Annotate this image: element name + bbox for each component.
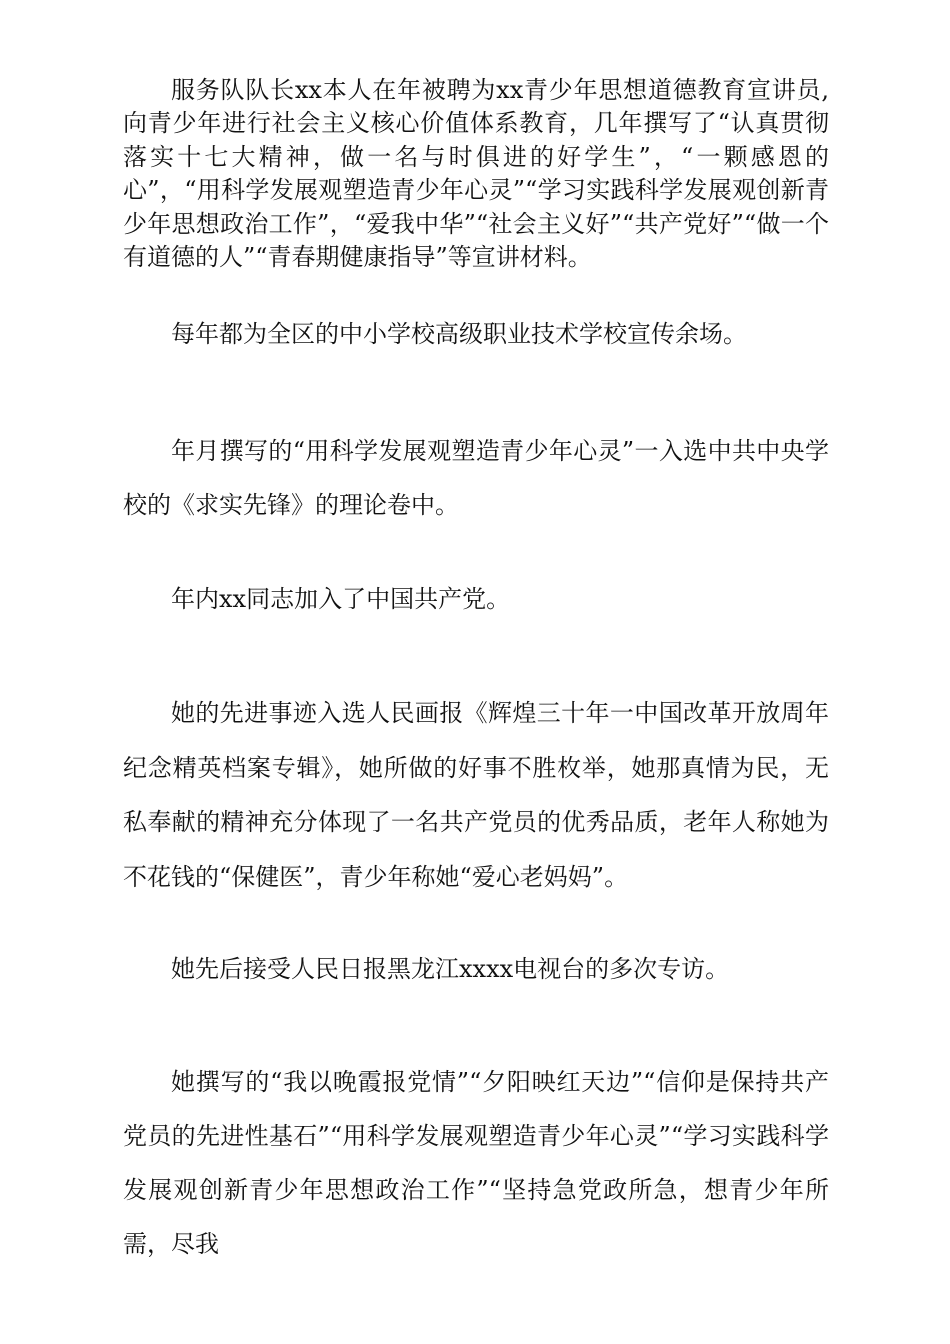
paragraph-interviews: 她先后接受人民日报黑龙江xxxx电视台的多次专访。	[171, 955, 730, 983]
paragraph-yearly-promotion: 每年都为全区的中小学校高级职业技术学校宣传余场。	[171, 320, 747, 348]
paragraph-writings: 她撰写的“我以晚霞报党情”“夕阳映红天边”“信仰是保持共产党员的先进性基石”“用科学发展观塑造青少年心灵”“学习实践科学发展观创新青少年思想政治工作”“坚持急党政所急，想青少年所需，尽我	[123, 1068, 829, 1258]
paragraph-selected-article: 年月撰写的“用科学发展观塑造青少年心灵”一入选中共中央学校的《求实先锋》的理论卷中。	[123, 437, 829, 519]
paragraph-advanced-deeds: 她的先进事迹入选人民画报《辉煌三十年一中国改革开放周年纪念精英档案专辑》，她所做的好事不胜枚举，她那真情为民，无私奉献的精神充分体现了一名共产党员的优秀品质，老年人称她为不花钱的“保健医”，青少年称她“爱心老妈妈”。	[123, 699, 829, 891]
paragraph-team-leader: 服务队队长xx本人在年被聘为xx青少年思想道德教育宣讲员,向青少年进行社会主义核心价值体系教育，几年撰写了“认真贯彻落实十七大精神，做一名与时俱进的好学生”，“一颗感恩的心”，“用科学发展观塑造青少年心灵”“学习实践科学发展观创新青少年思想政治工作”，“爱我中华”“社会主义好”“共产党好”“做一个有道德的人”“青春期健康指导”等宣讲材料。	[123, 76, 829, 272]
paragraph-joined-party: 年内xx同志加入了中国共产党。	[171, 585, 511, 613]
